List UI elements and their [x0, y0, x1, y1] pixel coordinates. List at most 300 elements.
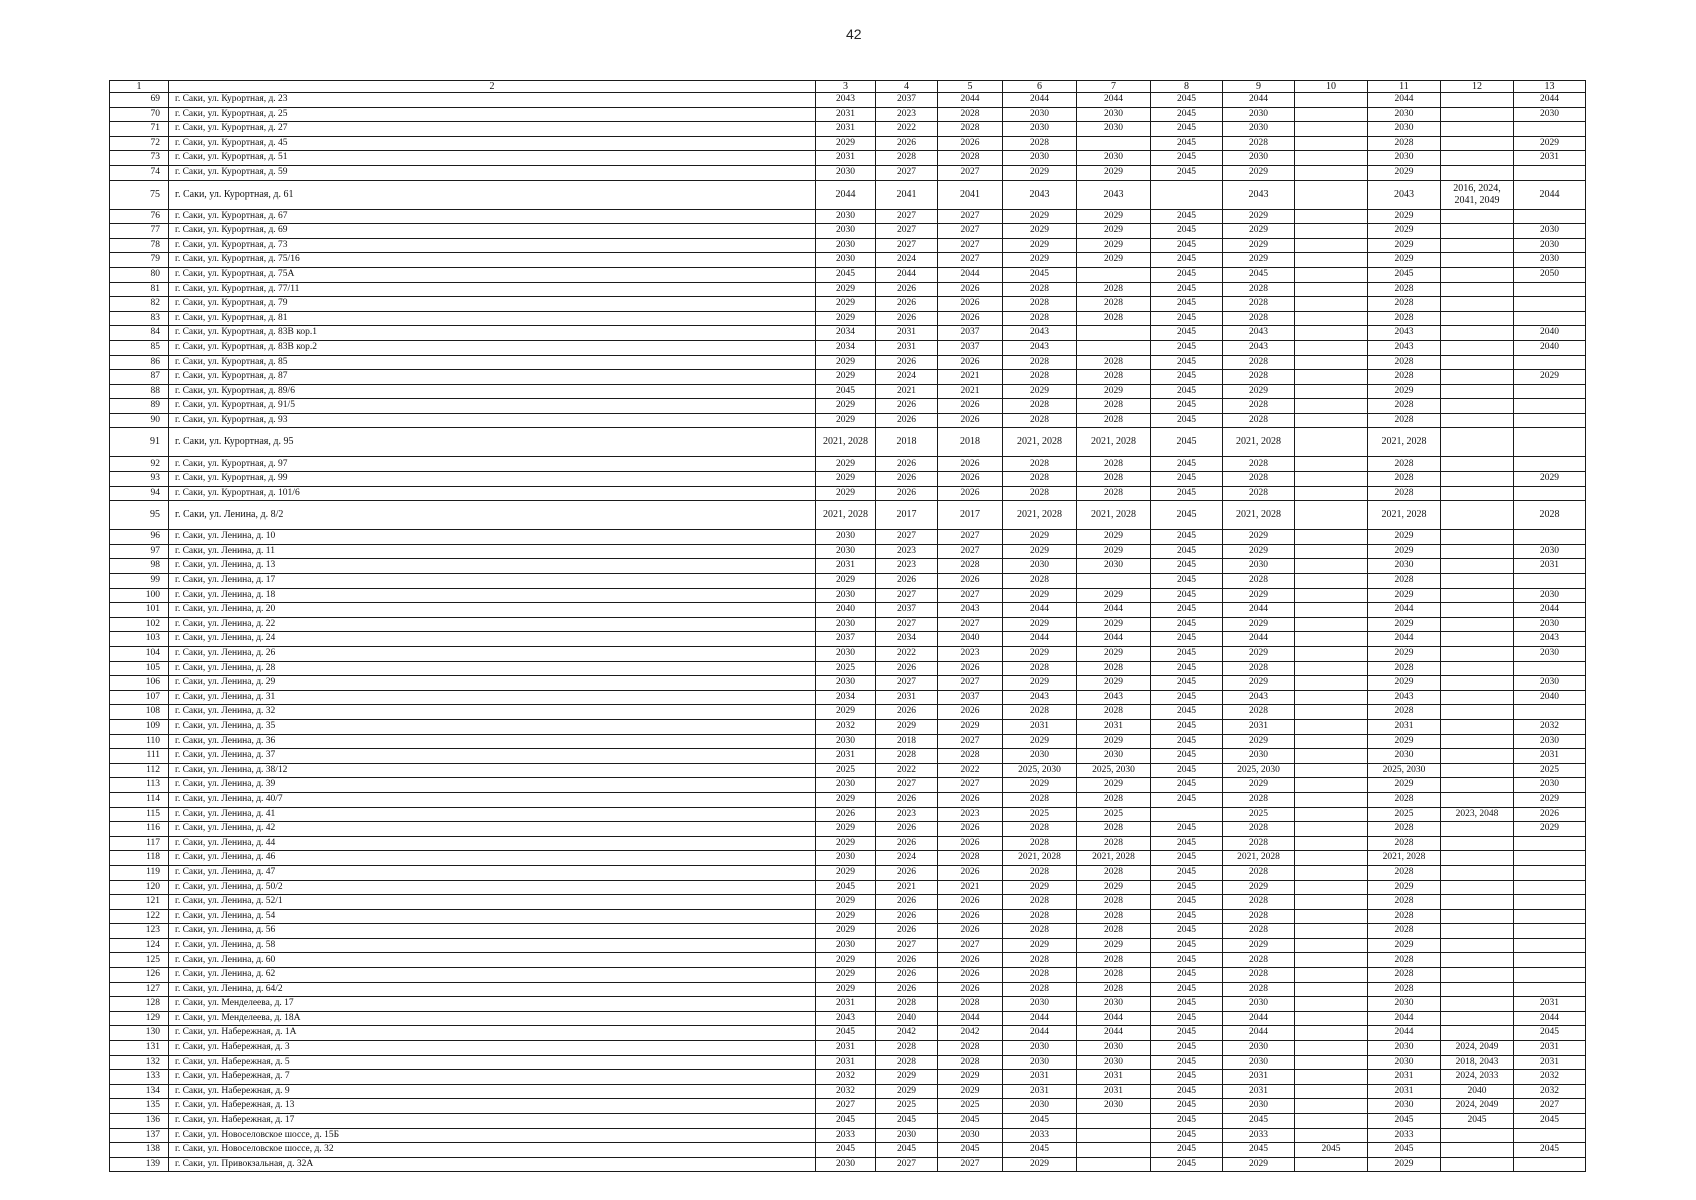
row-number-cell: 130 — [110, 1026, 169, 1041]
year-cell-col-12 — [1441, 136, 1514, 151]
year-cell-col-11: 2021, 2028 — [1368, 428, 1441, 457]
table-row — [110, 413, 1586, 428]
year-cell-col-12 — [1441, 559, 1514, 574]
year-cell-col-7: 2044 — [1077, 93, 1151, 108]
row-number-cell: 119 — [110, 865, 169, 880]
row-number-cell: 92 — [110, 457, 169, 472]
row-number-cell: 109 — [110, 719, 169, 734]
row-number-cell: 71 — [110, 122, 169, 137]
table-row — [110, 1026, 1586, 1041]
address-cell: г. Саки, ул. Ленина, д. 50/2 — [169, 880, 816, 895]
year-cell-col-5: 2043 — [938, 603, 1003, 618]
address-cell: г. Саки, ул. Ленина, д. 26 — [169, 647, 816, 662]
address-cell: г. Саки, ул. Курортная, д. 61 — [169, 180, 816, 209]
year-cell-col-12 — [1441, 690, 1514, 705]
year-cell-col-3: 2045 — [816, 384, 876, 399]
year-cell-col-11: 2030 — [1368, 122, 1441, 137]
table-row — [110, 909, 1586, 924]
year-cell-col-8: 2045 — [1151, 340, 1223, 355]
year-cell-col-10 — [1295, 326, 1368, 341]
year-cell-col-6: 2028 — [1003, 282, 1077, 297]
year-cell-col-8: 2045 — [1151, 690, 1223, 705]
year-cell-col-4: 2030 — [876, 1128, 938, 1143]
year-cell-col-4: 2031 — [876, 326, 938, 341]
year-cell-col-12 — [1441, 165, 1514, 180]
address-cell: г. Саки, ул. Ленина, д. 24 — [169, 632, 816, 647]
table-row — [110, 180, 1586, 209]
table-row — [110, 822, 1586, 837]
row-number-cell: 126 — [110, 968, 169, 983]
year-cell-col-11: 2028 — [1368, 370, 1441, 385]
column-header-9: 9 — [1223, 81, 1295, 93]
year-cell-col-8: 2045 — [1151, 267, 1223, 282]
year-cell-col-12 — [1441, 122, 1514, 137]
year-cell-col-3: 2021, 2028 — [816, 501, 876, 530]
address-cell: г. Саки, ул. Ленина, д. 8/2 — [169, 501, 816, 530]
year-cell-col-11: 2029 — [1368, 224, 1441, 239]
column-header-6: 6 — [1003, 81, 1077, 93]
year-cell-col-8 — [1151, 807, 1223, 822]
year-cell-col-6: 2029 — [1003, 617, 1077, 632]
year-cell-col-3: 2030 — [816, 530, 876, 545]
address-cell: г. Саки, ул. Ленина, д. 20 — [169, 603, 816, 618]
year-cell-col-12 — [1441, 997, 1514, 1012]
year-cell-col-9: 2044 — [1223, 632, 1295, 647]
year-cell-col-13 — [1514, 895, 1586, 910]
row-number-cell: 131 — [110, 1041, 169, 1056]
year-cell-col-11: 2029 — [1368, 253, 1441, 268]
year-cell-col-10 — [1295, 209, 1368, 224]
year-cell-col-6: 2029 — [1003, 209, 1077, 224]
year-cell-col-10 — [1295, 457, 1368, 472]
year-cell-col-9: 2028 — [1223, 865, 1295, 880]
year-cell-col-4: 2026 — [876, 472, 938, 487]
row-number-cell: 96 — [110, 530, 169, 545]
year-cell-col-11: 2029 — [1368, 734, 1441, 749]
year-cell-col-5: 2028 — [938, 1041, 1003, 1056]
header-row — [110, 81, 1586, 93]
year-cell-col-10 — [1295, 909, 1368, 924]
year-cell-col-10 — [1295, 267, 1368, 282]
table-row — [110, 559, 1586, 574]
year-cell-col-6: 2031 — [1003, 719, 1077, 734]
year-cell-col-3: 2034 — [816, 690, 876, 705]
year-cell-col-11: 2029 — [1368, 165, 1441, 180]
year-cell-col-11: 2030 — [1368, 1099, 1441, 1114]
year-cell-col-8: 2045 — [1151, 676, 1223, 691]
address-cell: г. Саки, ул. Курортная, д. 99 — [169, 472, 816, 487]
year-cell-col-12 — [1441, 93, 1514, 108]
year-cell-col-13: 2030 — [1514, 107, 1586, 122]
year-cell-col-9: 2028 — [1223, 370, 1295, 385]
year-cell-col-5: 2021 — [938, 384, 1003, 399]
year-cell-col-8: 2045 — [1151, 968, 1223, 983]
year-cell-col-9: 2030 — [1223, 151, 1295, 166]
year-cell-col-11: 2029 — [1368, 778, 1441, 793]
year-cell-col-5: 2027 — [938, 165, 1003, 180]
year-cell-col-4: 2026 — [876, 574, 938, 589]
year-cell-col-9: 2029 — [1223, 253, 1295, 268]
address-cell: г. Саки, ул. Ленина, д. 56 — [169, 924, 816, 939]
year-cell-col-10 — [1295, 924, 1368, 939]
row-number-cell: 90 — [110, 413, 169, 428]
table-row — [110, 1157, 1586, 1172]
year-cell-col-12 — [1441, 1143, 1514, 1158]
year-cell-col-4: 2027 — [876, 530, 938, 545]
table-row — [110, 603, 1586, 618]
year-cell-col-11: 2044 — [1368, 1011, 1441, 1026]
year-cell-col-7: 2029 — [1077, 647, 1151, 662]
year-cell-col-10 — [1295, 807, 1368, 822]
table-row — [110, 574, 1586, 589]
row-number-cell: 113 — [110, 778, 169, 793]
year-cell-col-6: 2045 — [1003, 1143, 1077, 1158]
year-cell-col-9: 2028 — [1223, 792, 1295, 807]
year-cell-col-13 — [1514, 982, 1586, 997]
year-cell-col-8: 2045 — [1151, 370, 1223, 385]
year-cell-col-7 — [1077, 267, 1151, 282]
schedule-table — [109, 80, 1586, 1172]
address-cell: г. Саки, ул. Ленина, д. 36 — [169, 734, 816, 749]
year-cell-col-3: 2029 — [816, 982, 876, 997]
year-cell-col-4: 2031 — [876, 340, 938, 355]
year-cell-col-13: 2032 — [1514, 719, 1586, 734]
year-cell-col-13: 2031 — [1514, 1041, 1586, 1056]
year-cell-col-8: 2045 — [1151, 224, 1223, 239]
year-cell-col-9: 2028 — [1223, 982, 1295, 997]
year-cell-col-3: 2043 — [816, 93, 876, 108]
year-cell-col-7: 2029 — [1077, 544, 1151, 559]
year-cell-col-6: 2029 — [1003, 734, 1077, 749]
year-cell-col-11: 2029 — [1368, 880, 1441, 895]
year-cell-col-6: 2028 — [1003, 924, 1077, 939]
year-cell-col-8: 2045 — [1151, 326, 1223, 341]
row-number-cell: 102 — [110, 617, 169, 632]
year-cell-col-8: 2045 — [1151, 297, 1223, 312]
year-cell-col-6: 2029 — [1003, 1157, 1077, 1172]
year-cell-col-4: 2018 — [876, 428, 938, 457]
address-cell: г. Саки, ул. Ленина, д. 60 — [169, 953, 816, 968]
year-cell-col-3: 2029 — [816, 909, 876, 924]
year-cell-col-7: 2029 — [1077, 165, 1151, 180]
year-cell-col-5: 2017 — [938, 501, 1003, 530]
year-cell-col-4: 2028 — [876, 151, 938, 166]
year-cell-col-5: 2027 — [938, 238, 1003, 253]
year-cell-col-10 — [1295, 253, 1368, 268]
year-cell-col-10 — [1295, 719, 1368, 734]
year-cell-col-3: 2030 — [816, 1157, 876, 1172]
year-cell-col-3: 2034 — [816, 340, 876, 355]
year-cell-col-3: 2030 — [816, 676, 876, 691]
year-cell-col-12 — [1441, 501, 1514, 530]
year-cell-col-5: 2026 — [938, 895, 1003, 910]
page-number: 42 — [846, 26, 862, 42]
year-cell-col-6: 2029 — [1003, 253, 1077, 268]
year-cell-col-10 — [1295, 501, 1368, 530]
year-cell-col-4: 2027 — [876, 224, 938, 239]
year-cell-col-13: 2031 — [1514, 559, 1586, 574]
year-cell-col-13: 2029 — [1514, 792, 1586, 807]
year-cell-col-6: 2028 — [1003, 486, 1077, 501]
year-cell-col-13 — [1514, 705, 1586, 720]
year-cell-col-7: 2028 — [1077, 661, 1151, 676]
row-number-cell: 82 — [110, 297, 169, 312]
year-cell-col-7: 2025 — [1077, 807, 1151, 822]
row-number-cell: 98 — [110, 559, 169, 574]
year-cell-col-6: 2031 — [1003, 1084, 1077, 1099]
year-cell-col-11: 2043 — [1368, 326, 1441, 341]
year-cell-col-7: 2029 — [1077, 676, 1151, 691]
year-cell-col-4: 2023 — [876, 107, 938, 122]
year-cell-col-5: 2027 — [938, 734, 1003, 749]
year-cell-col-3: 2045 — [816, 1026, 876, 1041]
year-cell-col-9: 2028 — [1223, 282, 1295, 297]
year-cell-col-11: 2029 — [1368, 938, 1441, 953]
year-cell-col-12 — [1441, 457, 1514, 472]
year-cell-col-5: 2026 — [938, 399, 1003, 414]
address-cell: г. Саки, ул. Менделеева, д. 18А — [169, 1011, 816, 1026]
year-cell-col-6: 2030 — [1003, 997, 1077, 1012]
year-cell-col-6: 2029 — [1003, 880, 1077, 895]
table-row — [110, 690, 1586, 705]
year-cell-col-3: 2021, 2028 — [816, 428, 876, 457]
year-cell-col-11: 2028 — [1368, 982, 1441, 997]
year-cell-col-10 — [1295, 224, 1368, 239]
year-cell-col-6: 2028 — [1003, 895, 1077, 910]
year-cell-col-13 — [1514, 953, 1586, 968]
year-cell-col-9: 2021, 2028 — [1223, 851, 1295, 866]
row-number-cell: 139 — [110, 1157, 169, 1172]
year-cell-col-8: 2045 — [1151, 865, 1223, 880]
table-row — [110, 1070, 1586, 1085]
address-cell: г. Саки, ул. Ленина, д. 18 — [169, 588, 816, 603]
year-cell-col-3: 2030 — [816, 778, 876, 793]
year-cell-col-5: 2027 — [938, 253, 1003, 268]
year-cell-col-9: 2028 — [1223, 574, 1295, 589]
year-cell-col-3: 2030 — [816, 647, 876, 662]
year-cell-col-9: 2028 — [1223, 399, 1295, 414]
year-cell-col-3: 2031 — [816, 107, 876, 122]
year-cell-col-8: 2045 — [1151, 136, 1223, 151]
year-cell-col-7: 2025, 2030 — [1077, 763, 1151, 778]
year-cell-col-3: 2029 — [816, 311, 876, 326]
year-cell-col-6: 2029 — [1003, 938, 1077, 953]
year-cell-col-6: 2029 — [1003, 165, 1077, 180]
year-cell-col-5: 2029 — [938, 1070, 1003, 1085]
year-cell-col-13: 2030 — [1514, 617, 1586, 632]
address-cell: г. Саки, ул. Ленина, д. 42 — [169, 822, 816, 837]
address-cell: г. Саки, ул. Курортная, д. 59 — [169, 165, 816, 180]
year-cell-col-8: 2045 — [1151, 880, 1223, 895]
year-cell-col-3: 2029 — [816, 895, 876, 910]
year-cell-col-3: 2037 — [816, 632, 876, 647]
year-cell-col-8: 2045 — [1151, 763, 1223, 778]
year-cell-col-9: 2028 — [1223, 355, 1295, 370]
year-cell-col-4: 2027 — [876, 617, 938, 632]
address-cell: г. Саки, ул. Ленина, д. 35 — [169, 719, 816, 734]
year-cell-col-3: 2030 — [816, 938, 876, 953]
year-cell-col-8: 2045 — [1151, 1114, 1223, 1129]
table-row — [110, 1128, 1586, 1143]
year-cell-col-7: 2028 — [1077, 355, 1151, 370]
year-cell-col-6: 2025, 2030 — [1003, 763, 1077, 778]
year-cell-col-5: 2044 — [938, 1011, 1003, 1026]
row-number-cell: 103 — [110, 632, 169, 647]
year-cell-col-8: 2045 — [1151, 661, 1223, 676]
year-cell-col-6: 2029 — [1003, 224, 1077, 239]
year-cell-col-3: 2029 — [816, 282, 876, 297]
year-cell-col-6: 2029 — [1003, 530, 1077, 545]
year-cell-col-6: 2029 — [1003, 384, 1077, 399]
year-cell-col-11: 2025, 2030 — [1368, 763, 1441, 778]
year-cell-col-12: 2023, 2048 — [1441, 807, 1514, 822]
year-cell-col-13: 2040 — [1514, 690, 1586, 705]
year-cell-col-12 — [1441, 763, 1514, 778]
year-cell-col-4: 2041 — [876, 180, 938, 209]
year-cell-col-3: 2025 — [816, 661, 876, 676]
year-cell-col-12 — [1441, 982, 1514, 997]
year-cell-col-3: 2029 — [816, 924, 876, 939]
year-cell-col-6: 2030 — [1003, 107, 1077, 122]
row-number-cell: 69 — [110, 93, 169, 108]
address-cell: г. Саки, ул. Ленина, д. 47 — [169, 865, 816, 880]
year-cell-col-12 — [1441, 340, 1514, 355]
year-cell-col-5: 2026 — [938, 457, 1003, 472]
year-cell-col-12: 2045 — [1441, 1114, 1514, 1129]
year-cell-col-3: 2031 — [816, 1055, 876, 1070]
year-cell-col-12 — [1441, 209, 1514, 224]
year-cell-col-5: 2027 — [938, 544, 1003, 559]
year-cell-col-5: 2042 — [938, 1026, 1003, 1041]
year-cell-col-6: 2029 — [1003, 647, 1077, 662]
year-cell-col-12: 2016, 2024, 2041, 2049 — [1441, 180, 1514, 209]
table-row — [110, 792, 1586, 807]
year-cell-col-7: 2021, 2028 — [1077, 851, 1151, 866]
year-cell-col-7: 2028 — [1077, 953, 1151, 968]
year-cell-col-13: 2027 — [1514, 1099, 1586, 1114]
table-row — [110, 122, 1586, 137]
year-cell-col-12 — [1441, 588, 1514, 603]
address-cell: г. Саки, ул. Курортная, д. 79 — [169, 297, 816, 312]
year-cell-col-10 — [1295, 180, 1368, 209]
year-cell-col-13: 2044 — [1514, 180, 1586, 209]
address-cell: г. Саки, ул. Ленина, д. 28 — [169, 661, 816, 676]
year-cell-col-9: 2029 — [1223, 617, 1295, 632]
year-cell-col-7: 2028 — [1077, 822, 1151, 837]
address-cell: г. Саки, ул. Курортная, д. 81 — [169, 311, 816, 326]
year-cell-col-8: 2045 — [1151, 749, 1223, 764]
year-cell-col-6: 2021, 2028 — [1003, 851, 1077, 866]
year-cell-col-3: 2031 — [816, 122, 876, 137]
year-cell-col-12 — [1441, 1011, 1514, 1026]
year-cell-col-5: 2041 — [938, 180, 1003, 209]
year-cell-col-9: 2045 — [1223, 1143, 1295, 1158]
address-cell: г. Саки, ул. Курортная, д. 23 — [169, 93, 816, 108]
table-row — [110, 880, 1586, 895]
address-cell: г. Саки, ул. Ленина, д. 39 — [169, 778, 816, 793]
year-cell-col-9: 2029 — [1223, 238, 1295, 253]
year-cell-col-13: 2045 — [1514, 1026, 1586, 1041]
year-cell-col-6: 2045 — [1003, 1114, 1077, 1129]
year-cell-col-11: 2025 — [1368, 807, 1441, 822]
year-cell-col-3: 2029 — [816, 370, 876, 385]
address-cell: г. Саки, ул. Ленина, д. 32 — [169, 705, 816, 720]
table-row — [110, 151, 1586, 166]
year-cell-col-7 — [1077, 326, 1151, 341]
year-cell-col-5: 2037 — [938, 340, 1003, 355]
year-cell-col-10 — [1295, 1157, 1368, 1172]
year-cell-col-9: 2043 — [1223, 690, 1295, 705]
year-cell-col-5: 2027 — [938, 224, 1003, 239]
year-cell-col-12: 2024, 2049 — [1441, 1099, 1514, 1114]
year-cell-col-11: 2028 — [1368, 924, 1441, 939]
year-cell-col-12 — [1441, 953, 1514, 968]
table-row — [110, 953, 1586, 968]
year-cell-col-6: 2044 — [1003, 632, 1077, 647]
year-cell-col-12 — [1441, 151, 1514, 166]
year-cell-col-9: 2044 — [1223, 603, 1295, 618]
year-cell-col-7: 2021, 2028 — [1077, 501, 1151, 530]
year-cell-col-8: 2045 — [1151, 1041, 1223, 1056]
year-cell-col-13: 2029 — [1514, 370, 1586, 385]
year-cell-col-5: 2023 — [938, 647, 1003, 662]
year-cell-col-13: 2050 — [1514, 267, 1586, 282]
year-cell-col-5: 2029 — [938, 719, 1003, 734]
year-cell-col-8: 2045 — [1151, 486, 1223, 501]
year-cell-col-7: 2044 — [1077, 603, 1151, 618]
year-cell-col-10 — [1295, 574, 1368, 589]
year-cell-col-3: 2030 — [816, 253, 876, 268]
row-number-cell: 138 — [110, 1143, 169, 1158]
year-cell-col-6: 2030 — [1003, 749, 1077, 764]
year-cell-col-6: 2029 — [1003, 676, 1077, 691]
row-number-cell: 128 — [110, 997, 169, 1012]
year-cell-col-6: 2044 — [1003, 603, 1077, 618]
year-cell-col-8: 2045 — [1151, 472, 1223, 487]
year-cell-col-9: 2028 — [1223, 136, 1295, 151]
table-row — [110, 384, 1586, 399]
row-number-cell: 100 — [110, 588, 169, 603]
year-cell-col-11: 2028 — [1368, 413, 1441, 428]
year-cell-col-13: 2029 — [1514, 472, 1586, 487]
year-cell-col-5: 2026 — [938, 953, 1003, 968]
year-cell-col-12 — [1441, 530, 1514, 545]
table-row — [110, 428, 1586, 457]
year-cell-col-9: 2031 — [1223, 1070, 1295, 1085]
year-cell-col-11: 2028 — [1368, 282, 1441, 297]
year-cell-col-8: 2045 — [1151, 851, 1223, 866]
year-cell-col-13 — [1514, 968, 1586, 983]
year-cell-col-8: 2045 — [1151, 719, 1223, 734]
address-cell: г. Саки, ул. Курортная, д. 67 — [169, 209, 816, 224]
year-cell-col-13: 2029 — [1514, 136, 1586, 151]
year-cell-col-3: 2030 — [816, 224, 876, 239]
year-cell-col-5: 2021 — [938, 370, 1003, 385]
year-cell-col-5: 2023 — [938, 807, 1003, 822]
table-row — [110, 93, 1586, 108]
year-cell-col-12 — [1441, 617, 1514, 632]
address-cell: г. Саки, ул. Курортная, д. 75/16 — [169, 253, 816, 268]
year-cell-col-12 — [1441, 676, 1514, 691]
year-cell-col-3: 2029 — [816, 472, 876, 487]
year-cell-col-10 — [1295, 1114, 1368, 1129]
year-cell-col-8: 2045 — [1151, 792, 1223, 807]
year-cell-col-11: 2028 — [1368, 953, 1441, 968]
year-cell-col-4: 2024 — [876, 253, 938, 268]
year-cell-col-10 — [1295, 1041, 1368, 1056]
table-row — [110, 749, 1586, 764]
row-number-cell: 124 — [110, 938, 169, 953]
